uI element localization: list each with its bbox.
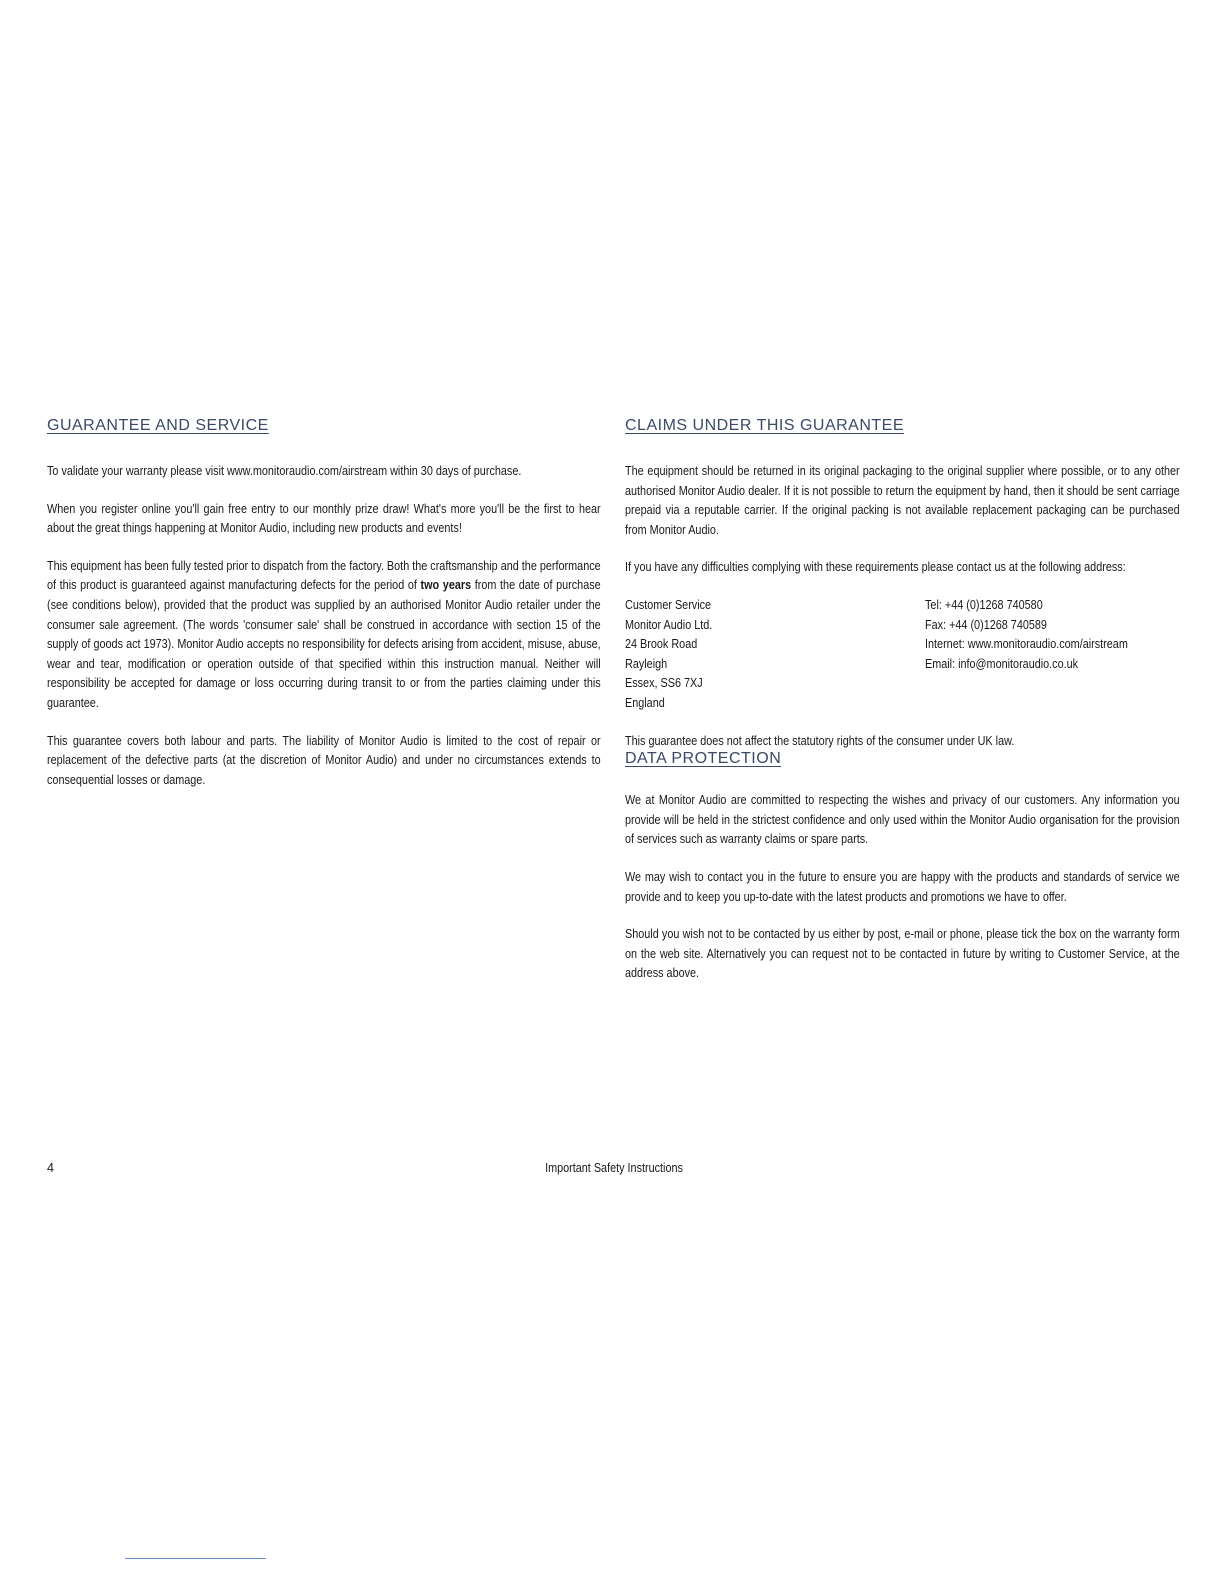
statutory-rights-text: This guarantee does not affect the statutory rights of the consumer under UK law. <box>625 733 1015 748</box>
website: Internet: www.monitoraudio.com/airstream <box>925 637 1128 652</box>
guarantee-section <box>47 416 602 808</box>
data-protection-privacy-text: We at Monitor Audio are committed to respecting the wishes and privacy of our customers. Any information you provide will be held in the strictest confidence and only used within the Monitor Audio organisation for the provision of services such as warranty claims or spare parts. <box>625 793 1180 847</box>
scan-artifact-line <box>125 1558 266 1559</box>
contact-details <box>925 596 1128 714</box>
prize-draw-text: When you register online you'll gain free entry to our monthly prize draw! What's more you'll be the first to hear about the great things happening at Monitor Audio, including new products and events! <box>47 501 601 536</box>
address-line: Monitor Audio Ltd. <box>625 617 713 632</box>
data-protection-heading: DATA PROTECTION <box>625 750 782 768</box>
contact-block <box>625 596 1181 714</box>
claims-return-text: The equipment should be returned in its original packaging to the original supplier where possible, or to any other authorised Monitor Audio dealer. If it is not possible to return the equipment by hand, then it should be sent carriage prepaid via a reputable carrier. If the original packing is not available replacement packaging can be purchased from Monitor Audio. <box>625 464 1180 537</box>
claims-section <box>625 416 1181 1002</box>
claims-contact-intro: If you have any difficulties complying with these requirements please contact us at the following address: <box>625 560 1126 575</box>
address-line: 24 Brook Road <box>625 637 698 652</box>
email: Email: info@monitoraudio.co.uk <box>925 656 1079 671</box>
page-number: 4 <box>47 1161 55 1175</box>
fax: Fax: +44 (0)1268 740589 <box>925 617 1047 632</box>
address-line: Rayleigh <box>625 656 668 671</box>
two-years-emphasis: two years <box>420 578 472 593</box>
postal-address <box>625 596 883 714</box>
guarantee-coverage-text: This guarantee covers both labour and parts. The liability of Monitor Audio is limited to the cost of repair or replacement of the defective parts (at the discretion of Monitor Audio) and under no circumstances extends to consequential losses or damage. <box>47 733 601 787</box>
data-protection-optout-text: Should you wish not to be contacted by us either by post, e-mail or phone, please tick the box on the warranty form on the web site. Alternatively you can request not to be contacted in future by writing to Customer Service, at the address above. <box>625 927 1180 981</box>
telephone: Tel: +44 (0)1268 740580 <box>925 597 1043 612</box>
claims-heading: CLAIMS UNDER THIS GUARANTEE <box>625 417 905 434</box>
footer-title: Important Safety Instructions <box>545 1161 683 1175</box>
guarantee-terms-text: This equipment has been fully tested prior to dispatch from the factory. Both the craftsmanship and the performance of this product is guaranteed against manufacturing defects for the period of two years from the date of purchase (see conditions below), provided that the product was supplied by an authorised Monitor Audio retailer under the consumer sale agreement. (The words 'consumer sale' shall be construed in accordance with section 15 of the supply of goods act 1973). Monitor Audio accepts no responsibility for defects arising from accident, misuse, abuse, wear and tear, modification or operation outside of that specified within this instruction manual. Neither will responsibility be accepted for damage or loss occurring during transit to or from the parties claiming under this guarantee. <box>47 558 601 710</box>
address-line: Essex, SS6 7XJ <box>625 676 703 691</box>
guarantee-heading: GUARANTEE AND SERVICE <box>47 417 269 434</box>
data-protection-contact-text: We may wish to contact you in the future to ensure you are happy with the products and standards of service we provide and to keep you up-to-date with the latest products and promotions we have to offer. <box>625 869 1180 904</box>
warranty-register-text: To validate your warranty please visit www.monitoraudio.com/airstream within 30 days of purchase. <box>47 464 522 478</box>
address-line: England <box>625 695 665 710</box>
address-line: Customer Service <box>625 597 712 612</box>
